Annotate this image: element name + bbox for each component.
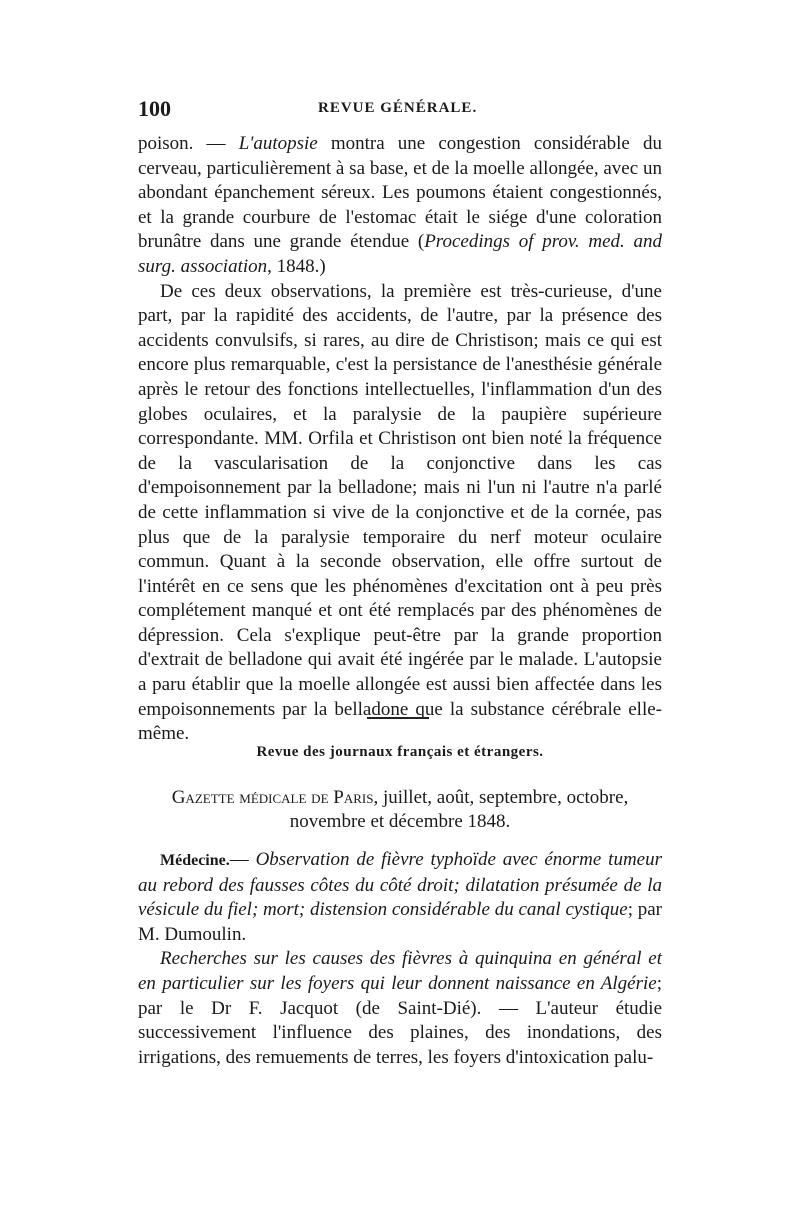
running-title: REVUE GÉNÉRALE. bbox=[318, 100, 478, 116]
journal-title bbox=[138, 786, 662, 834]
text-run: montra une congestion considérable du cerveau, particulièrement à sa base, et de la moelle allongée, avec un abondant épanchement séreux. Les poumons étaient congestionnés, et la grande courbure de l'estomac était le siége d'une coloration brunâtre dans une grande étendue ( bbox=[138, 133, 662, 253]
article-author: ; par M. Dumoulin. bbox=[138, 899, 662, 945]
section-divider bbox=[367, 717, 429, 719]
paragraph-recherches bbox=[138, 947, 662, 1070]
page-header bbox=[138, 96, 662, 126]
article-title-italic: Observation de fièvre typhoïde avec énorme tumeur au rebord des fausses côtes du côté droit; dilatation présumée de la vésicule du fiel; mort; distension considérable du canal cystique bbox=[138, 849, 662, 921]
journal-dates: juillet, août, septembre, octobre, novembre et décembre 1848. bbox=[289, 787, 629, 832]
journal-name: Gazette médicale de Paris, bbox=[171, 787, 379, 808]
article-author: ; par le Dr F. Jacquot (de Saint-Dié). — L'auteur étudie successivement l'influence des plaines, des inondations, des irrigations, des remuements de terres, les foyers d'intoxication palu- bbox=[138, 972, 662, 1068]
italic-run: L'autopsie bbox=[238, 133, 318, 154]
text-run: , 1848.) bbox=[267, 255, 326, 277]
text-run: poison. — bbox=[138, 133, 239, 154]
page-number: 100 bbox=[138, 96, 171, 121]
paragraph-autopsy bbox=[138, 132, 662, 280]
paragraph-discussion: De ces deux observations, la première est très-curieuse, d'une part, par la rapidité des accidents, de l'autre, par la présence des accidents convulsifs, si rares, au dire de Christison; mais ce qui est encore plus remarquable, c'est la persistance de l'anesthésie générale après le retour des fonctions intellectuelles, l'inflammation d'un des globes oculaires, et la paralysie de la paupière supérieure correspondante. MM. Orfila et Christison ont bien noté la fréquence de la vascularisation de la conjonctive dans les cas d'empoisonnement par la belladone; mais ni l'un ni l'autre n'a parlé de cette inflammation si vive de la conjonctive et de la cornée, pas plus que de la paralysie temporaire du nerf moteur oculaire commun. Quant à la seconde observation, elle offre surtout de l'intérêt en ce sens que les phénomènes d'excitation ont à peu près complétement manqué et ont été remplacés par des phénomènes de dépression. Cela s'explique peut-être par la grande proportion d'extrait de belladone qui avait été ingérée par le malade. L'autopsie a paru établir que la moelle allongée est aussi bien affectée dans les empoisonnements par la belladone que la substance cérébrale elle-même. bbox=[138, 280, 662, 745]
citation-italic: Procedings of prov. med. and surg. association bbox=[138, 231, 662, 277]
rubric-label: Médecine. bbox=[160, 852, 230, 869]
paragraph-medecine bbox=[138, 848, 662, 947]
section-heading: Revue des journaux français et étrangers. bbox=[256, 744, 544, 760]
text-run: — bbox=[229, 849, 256, 870]
article-title-italic: Recherches sur les causes des fièvres à quinquina en général et en particulier sur les foyers qui leur donnent naissance en Algérie bbox=[138, 948, 662, 994]
body-text-upper bbox=[138, 132, 662, 747]
body-text-lower bbox=[138, 848, 662, 1070]
